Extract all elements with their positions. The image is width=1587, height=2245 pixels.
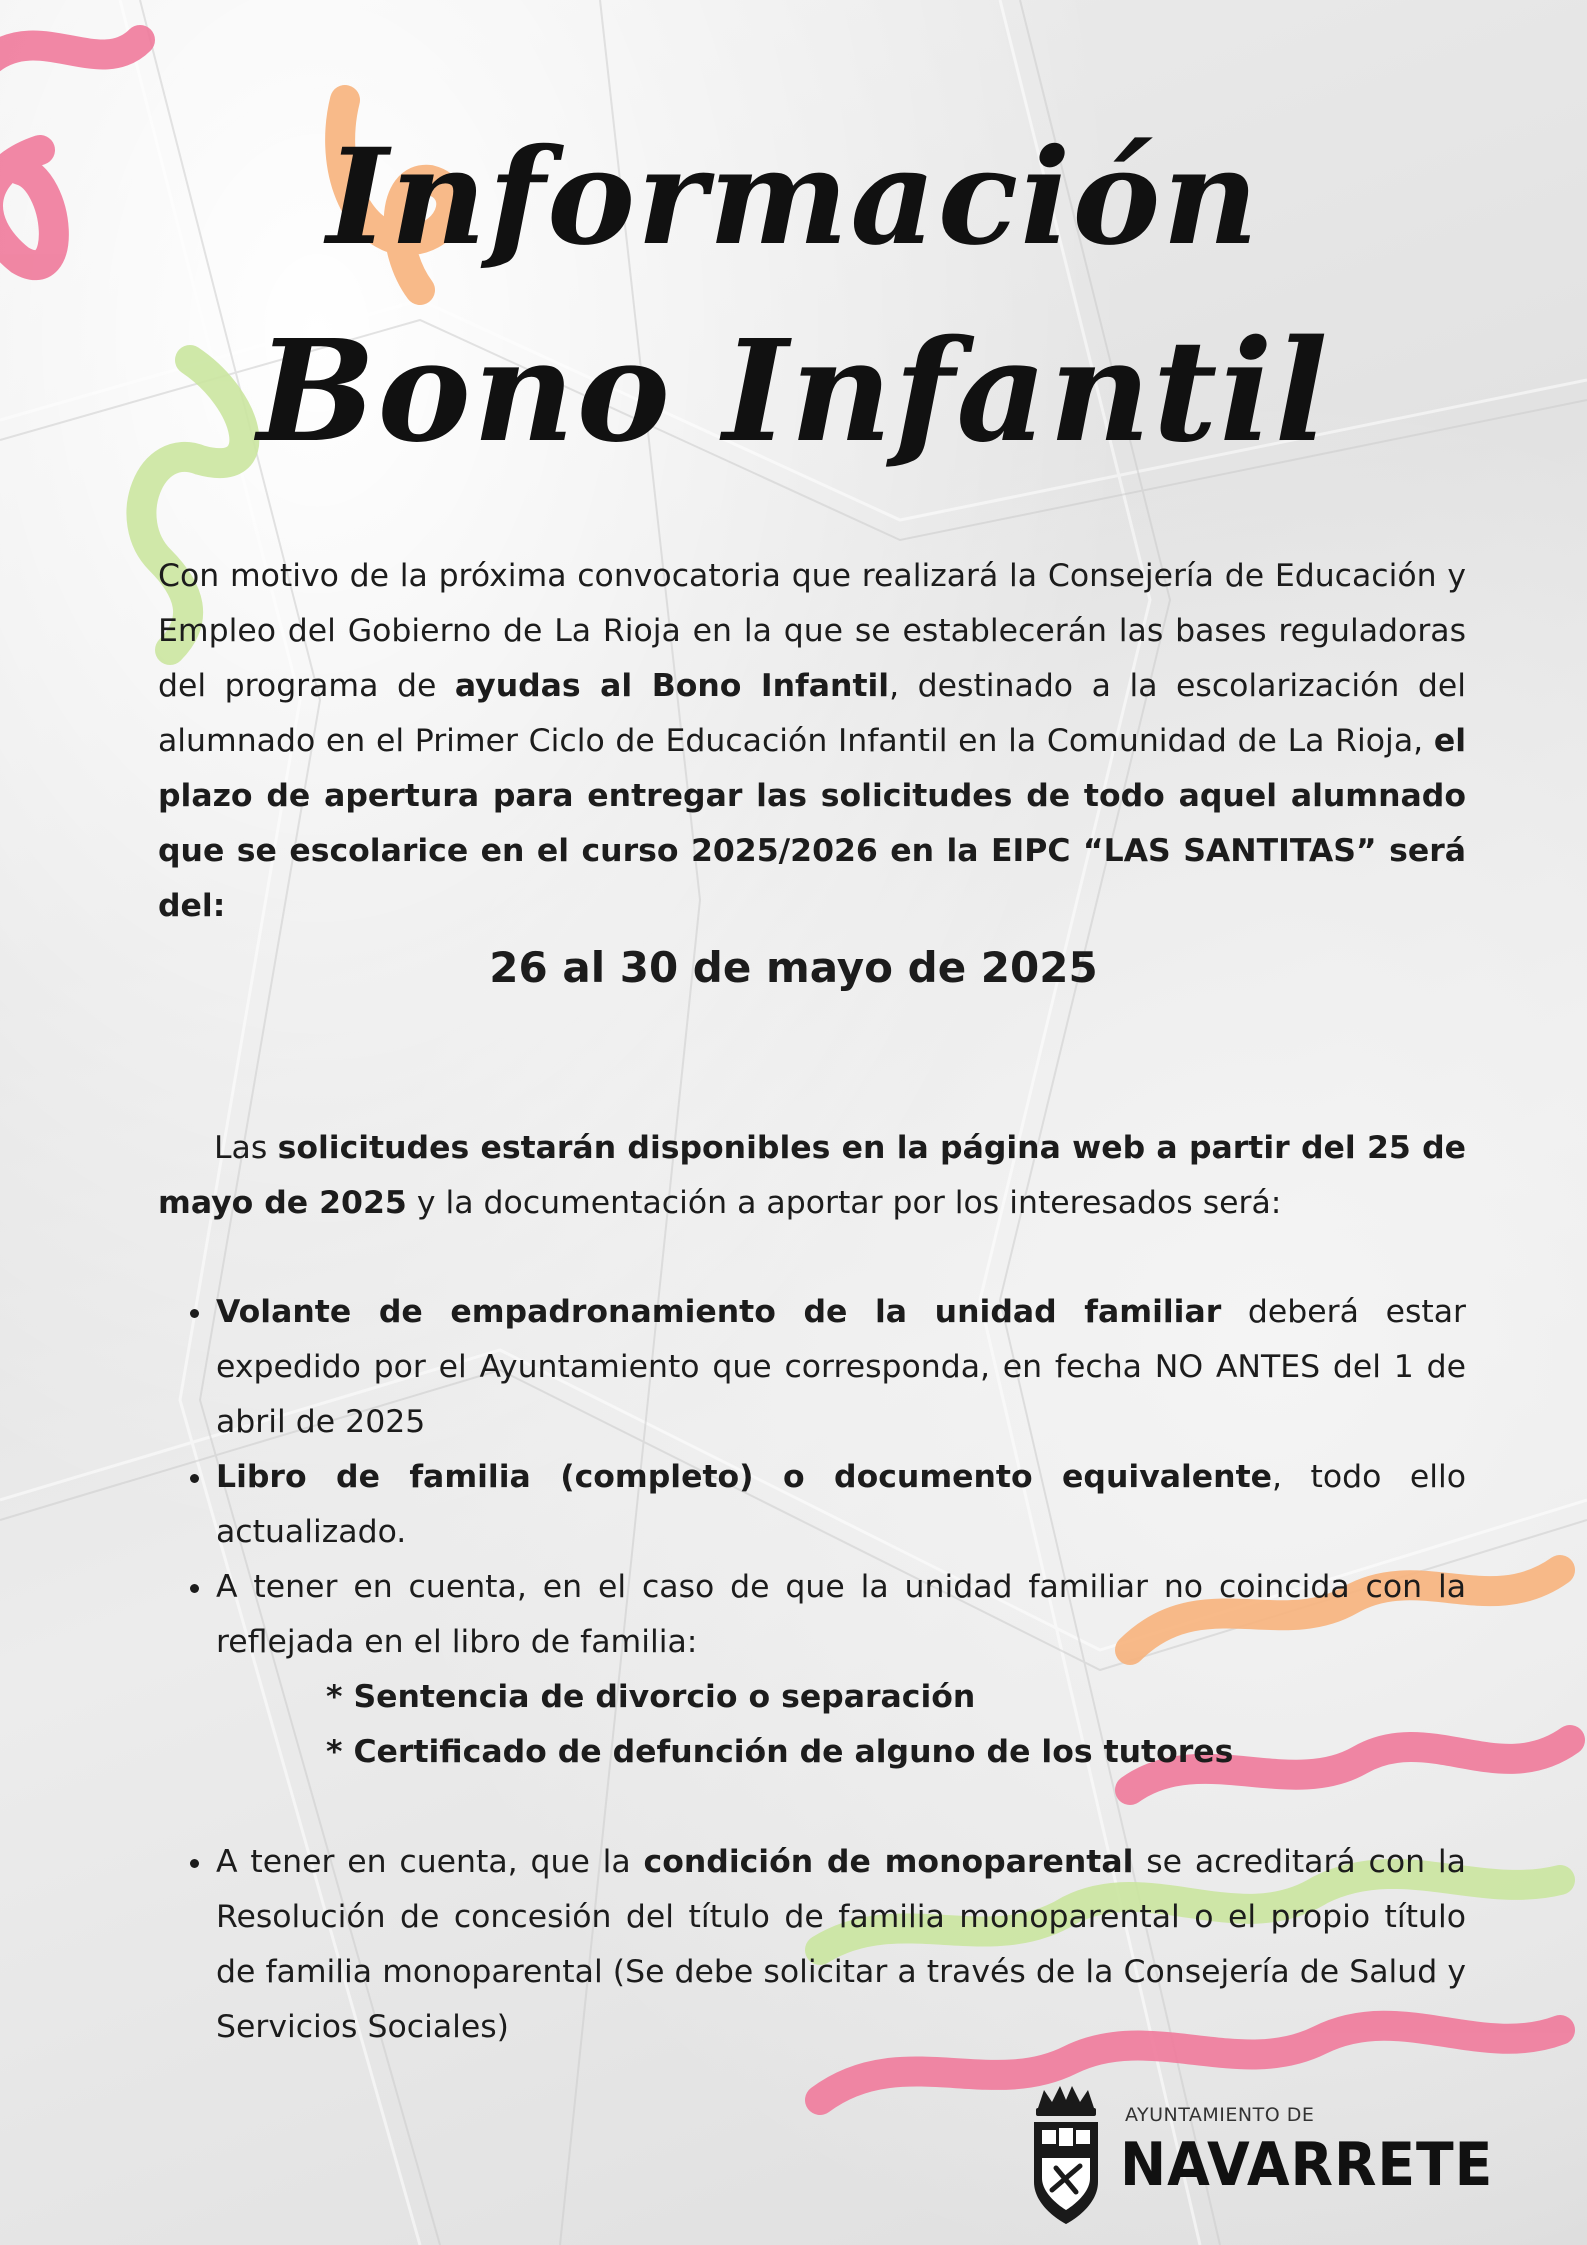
- sub-item: * Certificado de defunción de alguno de los tutores: [326, 1734, 1234, 1770]
- documents-list: [158, 1285, 1466, 2055]
- ayuntamiento-logo: [1030, 2078, 1494, 2228]
- sub-item: * Sentencia de divorcio o separación: [326, 1679, 976, 1715]
- list-item: A tener en cuenta, que la condición de monoparental se acreditará con la Resolución de concesión del título de familia monoparental o el propio título de familia monoparental (Se debe solicitar a través de la Consejería de Salud y Servicios Sociales): [158, 1835, 1466, 2055]
- coat-of-arms-icon: [1030, 2078, 1102, 2228]
- title-line-1: Información: [326, 120, 1261, 275]
- intro-paragraph: Con motivo de la próxima convocatoria que realizará la Consejería de Educación y Empleo del Gobierno de La Rioja en la que se establecerán las bases reguladoras del programa de ayudas al Bono Infantil, destinado a la escolarización del alumnado en el Primer Ciclo de Educación Infantil en la Comunidad de La Rioja, el plazo de apertura para entregar las solicitudes de todo aquel alumnado que se escolarice en el curso 2025/2026 en la EIPC “LAS SANTITAS” será del:: [158, 558, 1466, 924]
- availability-paragraph: Las solicitudes estarán disponibles en la página web a partir del 25 de mayo de 2025 y la documentación a aportar por los interesados será:: [158, 1130, 1466, 1221]
- logo-name-text: NAVARRETE: [1120, 2130, 1494, 2200]
- list-item: A tener en cuenta, en el caso de que la unidad familiar no coincida con la reflejada en el libro de familia: * Sentencia de divorcio o separación * Certificado de defunción de alguno de los tutores: [158, 1560, 1466, 1780]
- list-item: Volante de empadronamiento de la unidad familiar deberá estar expedido por el Ayuntamiento que corresponda, en fecha NO ANTES del 1 de abril de 2025: [158, 1285, 1466, 1450]
- logo-small-text: AYUNTAMIENTO DE: [1125, 2104, 1315, 2126]
- list-item: Libro de familia (completo) o documento equivalente, todo ello actualizado.: [158, 1450, 1466, 1560]
- date-range: 26 al 30 de mayo de 2025: [489, 943, 1098, 992]
- title-line-2: Bono Infantil: [257, 310, 1330, 474]
